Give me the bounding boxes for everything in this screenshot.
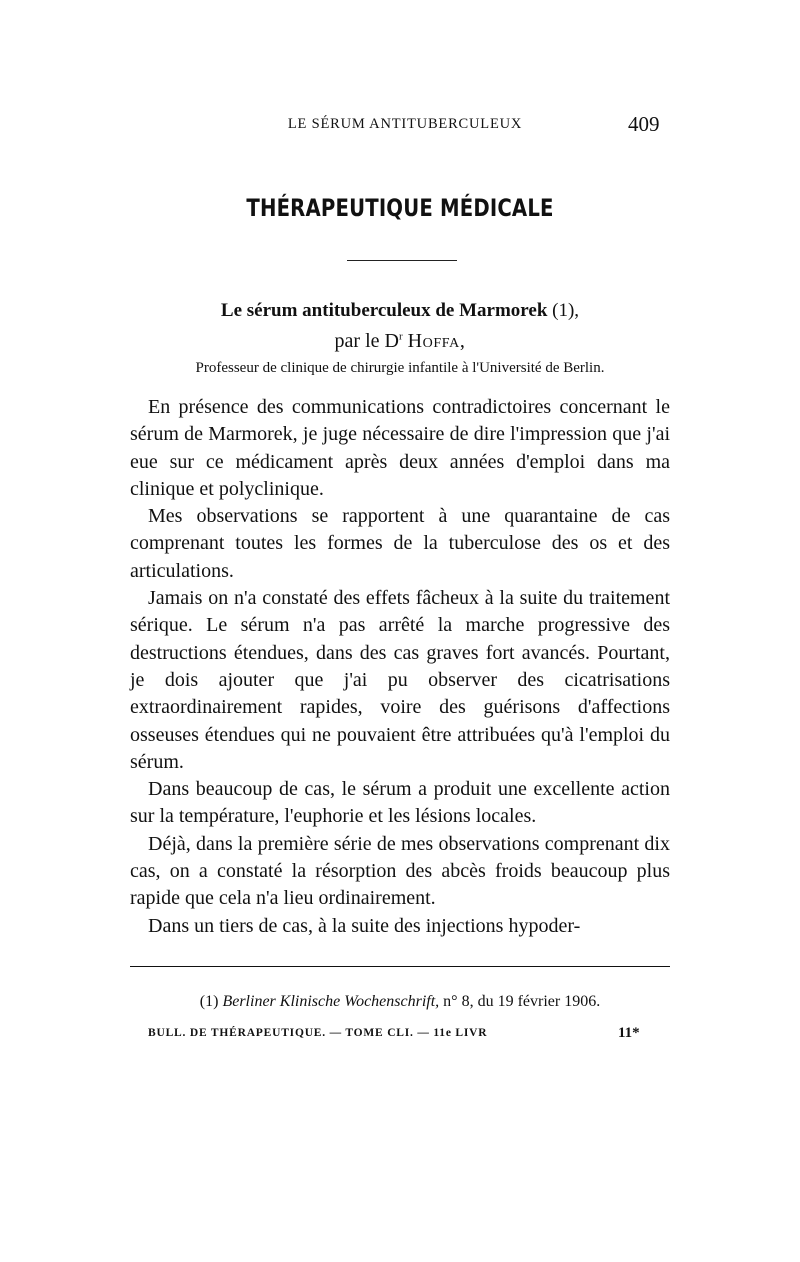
signature-mark: 11*	[618, 1025, 640, 1041]
footnote	[130, 993, 670, 1011]
footnote-journal: Berliner Klinische Wochenschrift,	[222, 993, 440, 1010]
author-prefix: par le D	[334, 330, 399, 352]
body-paragraph: Jamais on n'a constaté des effets fâcheux à la suite du traitement sérique. Le sérum n'a pas arrêté la marche progressive des destructions étendues, dans des cas graves fort avancés. Pourtant, je dois ajouter que j'ai pu observer des cicatrisations extraordinairement rapides, voire des guérisons d'affections osseuses étendues qui ne pouvaient être attribuées qu'à l'emploi du sérum.	[130, 587, 670, 773]
article-title: Le sérum antituberculeux de Marmorek	[220, 300, 548, 321]
article-title-line	[0, 300, 800, 322]
body-paragraph: Dans beaucoup de cas, le sérum a produit une excellente action sur la température, l'euphorie et les lésions locales.	[130, 778, 670, 828]
page-number: 409	[628, 112, 660, 136]
author-prefix-superscript: r	[398, 330, 403, 343]
section-title: THÉRAPEUTIQUE MÉDICALE	[246, 194, 554, 222]
body-paragraph: En présence des communications contradictoires concernant le sérum de Marmorek, je juge nécessaire de dire l'impression que j'ai eue sur ce médicament après deux années d'emploi dans ma clinique et polyclinique.	[130, 396, 670, 500]
author-line	[0, 330, 800, 353]
body-paragraph: Dans un tiers de cas, à la suite des injections hypoder-	[148, 914, 581, 937]
body-paragraph: Mes observations se rapportent à une quarantaine de cas comprenant toutes les formes de la tuberculose des os et des articulations.	[130, 505, 670, 582]
body-paragraph: Déjà, dans la première série de mes observations comprenant dix cas, on a constaté la résorption des abcès froids beaucoup plus rapide que cela n'a lieu ordinairement.	[130, 832, 670, 910]
article-body	[130, 394, 670, 940]
bulletin-footer: BULL. DE THÉRAPEUTIQUE. — TOME CLI. — 11e LIVR	[148, 1027, 488, 1039]
footnote-divider	[130, 966, 670, 967]
footnote-number: (1)	[199, 993, 219, 1010]
author-name: Hoffa,	[407, 330, 466, 352]
running-header: LE SÉRUM ANTITUBERCULEUX	[287, 116, 523, 132]
title-divider	[347, 260, 457, 261]
footnote-reference: (1),	[552, 300, 580, 321]
author-affiliation: Professeur de clinique de chirurgie infantile à l'Université de Berlin.	[195, 360, 605, 376]
footnote-details: n° 8, du 19 février 1906.	[443, 993, 601, 1010]
